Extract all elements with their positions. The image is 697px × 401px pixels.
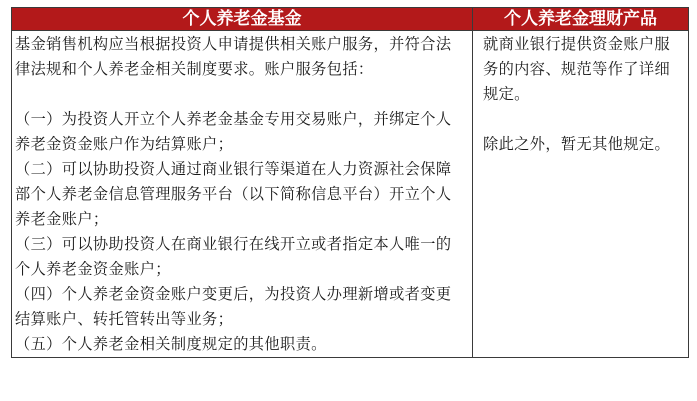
- wealth-para-2: 除此之外，暂无其他规定。: [483, 135, 671, 153]
- header-fund: 个人养老金基金: [12, 8, 473, 31]
- header-wealth-product: 个人养老金理财产品: [473, 8, 689, 31]
- paragraph-gap: [15, 82, 466, 107]
- fund-cell: [12, 31, 473, 358]
- paragraph-gap: [483, 107, 682, 132]
- wealth-cell: [473, 31, 689, 358]
- header-row: [12, 8, 689, 31]
- fund-item-5: （五）个人养老金相关制度规定的其他职责。: [15, 335, 327, 353]
- comparison-table: [11, 7, 689, 358]
- wealth-para-1: 就商业银行提供资金账户服务的内容、规范等作了详细规定。: [483, 35, 671, 103]
- fund-item-4: （四）个人养老金资金账户变更后，为投资人办理新增或者变更结算账户、转托管转出等业务；: [15, 285, 452, 328]
- content-row: [12, 31, 689, 358]
- fund-intro: 基金销售机构应当根据投资人申请提供相关账户服务，并符合法律法规和个人养老金相关制度要求。账户服务包括：: [15, 35, 452, 78]
- fund-item-3: （三）可以协助投资人在商业银行在线开立或者指定本人唯一的个人养老金资金账户；: [15, 235, 452, 278]
- fund-item-2: （二）可以协助投资人通过商业银行等渠道在人力资源社会保障部个人养老金信息管理服务平台（以下简称信息平台）开立个人养老金账户；: [15, 160, 452, 228]
- fund-item-1: （一）为投资人开立个人养老金基金专用交易账户，并绑定个人养老金资金账户作为结算账户；: [15, 110, 452, 153]
